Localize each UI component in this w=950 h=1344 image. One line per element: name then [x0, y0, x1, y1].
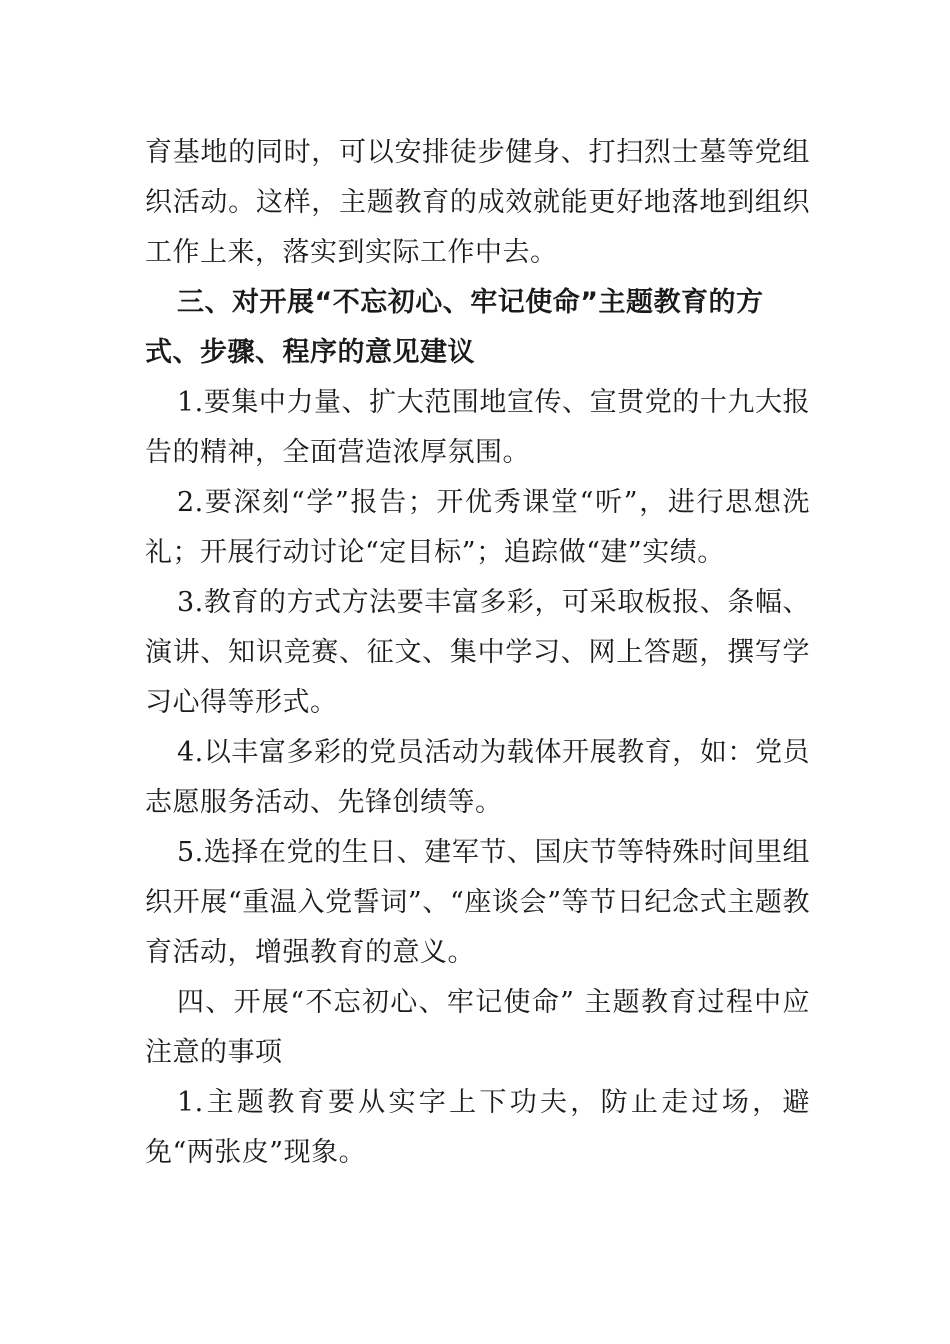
document-body: [145, 128, 810, 1178]
list-item: 1.要集中力量、扩大范围地宣传、宣贯党的十九大报告的精神，全面营造浓厚氛围。: [145, 387, 810, 468]
list-item: 1.主题教育要从实字上下功夫，防止走过场，避免“两张皮”现象。: [145, 1087, 810, 1168]
list-item: 3.教育的方式方法要丰富多彩，可采取板报、条幅、演讲、知识竞赛、征文、集中学习、网上答题，撰写学习心得等形式。: [145, 587, 810, 718]
section-heading-four: 四、开展“不忘初心、牢记使命” 主题教育过程中应注意的事项: [145, 987, 810, 1068]
list-item: 2.要深刻“学”报告；开优秀课堂“听”，进行思想洗礼；开展行动讨论“定目标”；追踪做“建”实绩。: [145, 487, 810, 568]
paragraph-continuation: 育基地的同时，可以安排徒步健身、打扫烈士墓等党组织活动。这样，主题教育的成效就能更好地落地到组织工作上来，落实到实际工作中去。: [145, 137, 810, 268]
list-item: 5.选择在党的生日、建军节、国庆节等特殊时间里组织开展“重温入党誓词”、“座谈会”等节日纪念式主题教育活动，增强教育的意义。: [145, 837, 810, 968]
list-item: 4.以丰富多彩的党员活动为载体开展教育，如：党员志愿服务活动、先锋创绩等。: [145, 737, 810, 818]
section-heading-three: 三、对开展“不忘初心、牢记使命”主题教育的方式、步骤、程序的意见建议: [145, 287, 764, 368]
